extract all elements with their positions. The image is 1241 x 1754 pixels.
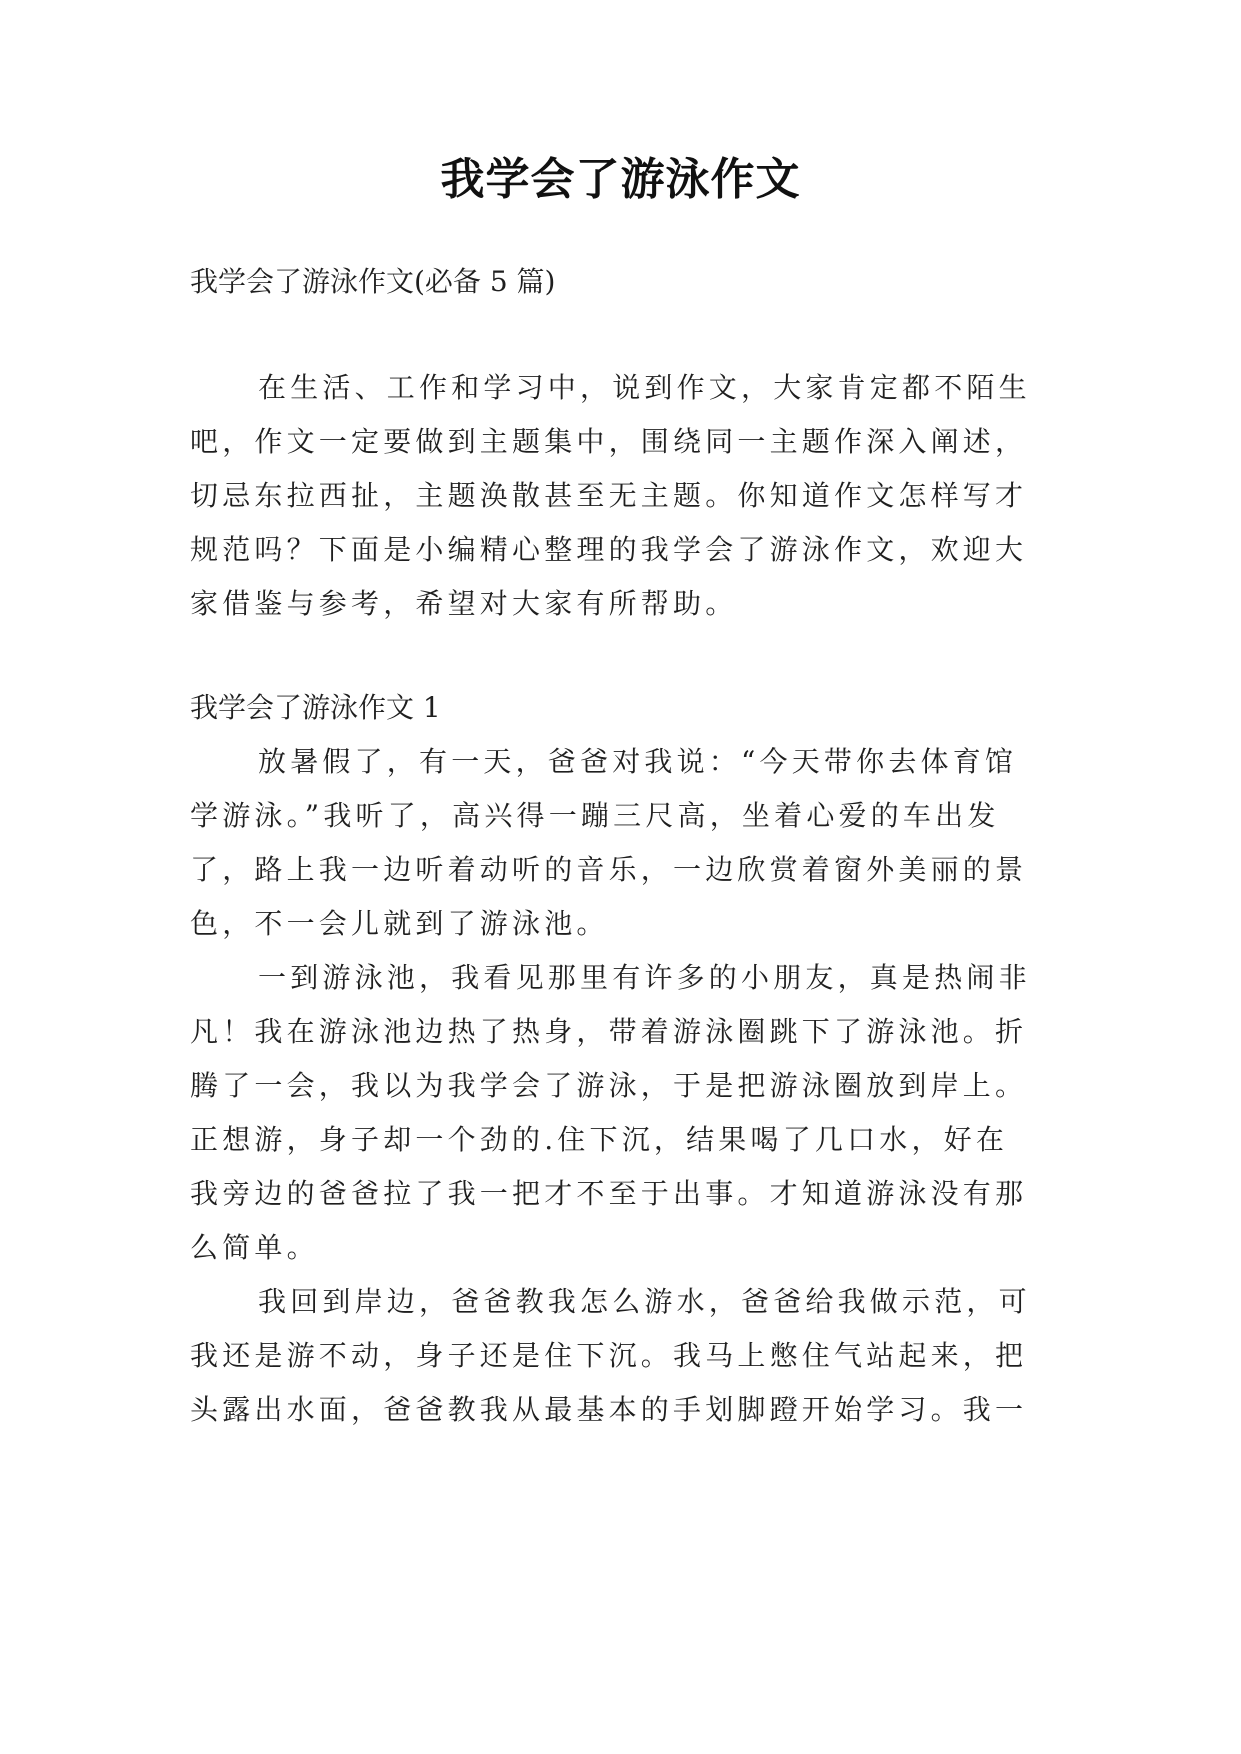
intro-line-1: 在生活、工作和学习中，说到作文，大家肯定都不陌生 (258, 371, 1031, 404)
paragraph2-line-6: 么简单。 (190, 1231, 319, 1264)
paragraph1-line-2: 学游泳。”我听了，高兴得一蹦三尺高，坐着心爱的车出发 (190, 799, 1000, 832)
paragraph2-line-5: 我旁边的爸爸拉了我一把才不至于出事。才知道游泳没有那 (190, 1177, 1028, 1210)
paragraph2-line-4: 正想游，身子却一个劲的.住下沉，结果喝了几口水，好在 (190, 1123, 1009, 1156)
paragraph3-line-3: 头露出水面，爸爸教我从最基本的手划脚蹬开始学习。我一 (190, 1393, 1028, 1426)
intro-line-2: 吧，作文一定要做到主题集中，围绕同一主题作深入阐述， (190, 425, 1028, 458)
document-subtitle: 我学会了游泳作文(必备 5 篇) (190, 265, 556, 298)
paragraph3-line-2: 我还是游不动，身子还是住下沉。我马上憋住气站起来，把 (190, 1339, 1028, 1372)
intro-line-3: 切忌东拉西扯，主题涣散甚至无主题。你知道作文怎样写才 (190, 479, 1028, 512)
paragraph1-line-1: 放暑假了，有一天，爸爸对我说：“今天带你去体育馆 (258, 745, 1018, 778)
document-title: 我学会了游泳作文 (440, 154, 801, 205)
intro-line-5: 家借鉴与参考，希望对大家有所帮助。 (190, 587, 738, 620)
paragraph3-line-1: 我回到岸边，爸爸教我怎么游水，爸爸给我做示范，可 (258, 1285, 1031, 1318)
paragraph1-line-3: 了，路上我一边听着动听的音乐，一边欣赏着窗外美丽的景 (190, 853, 1028, 886)
paragraph1-line-4: 色，不一会儿就到了游泳池。 (190, 907, 609, 940)
paragraph2-line-1: 一到游泳池，我看见那里有许多的小朋友，真是热闹非 (258, 961, 1031, 994)
paragraph2-line-2: 凡！我在游泳池边热了热身，带着游泳圈跳下了游泳池。折 (190, 1015, 1028, 1048)
paragraph2-line-3: 腾了一会，我以为我学会了游泳，于是把游泳圈放到岸上。 (190, 1069, 1028, 1102)
section-heading: 我学会了游泳作文 1 (190, 691, 441, 724)
intro-line-4: 规范吗？下面是小编精心整理的我学会了游泳作文，欢迎大 (190, 533, 1028, 566)
